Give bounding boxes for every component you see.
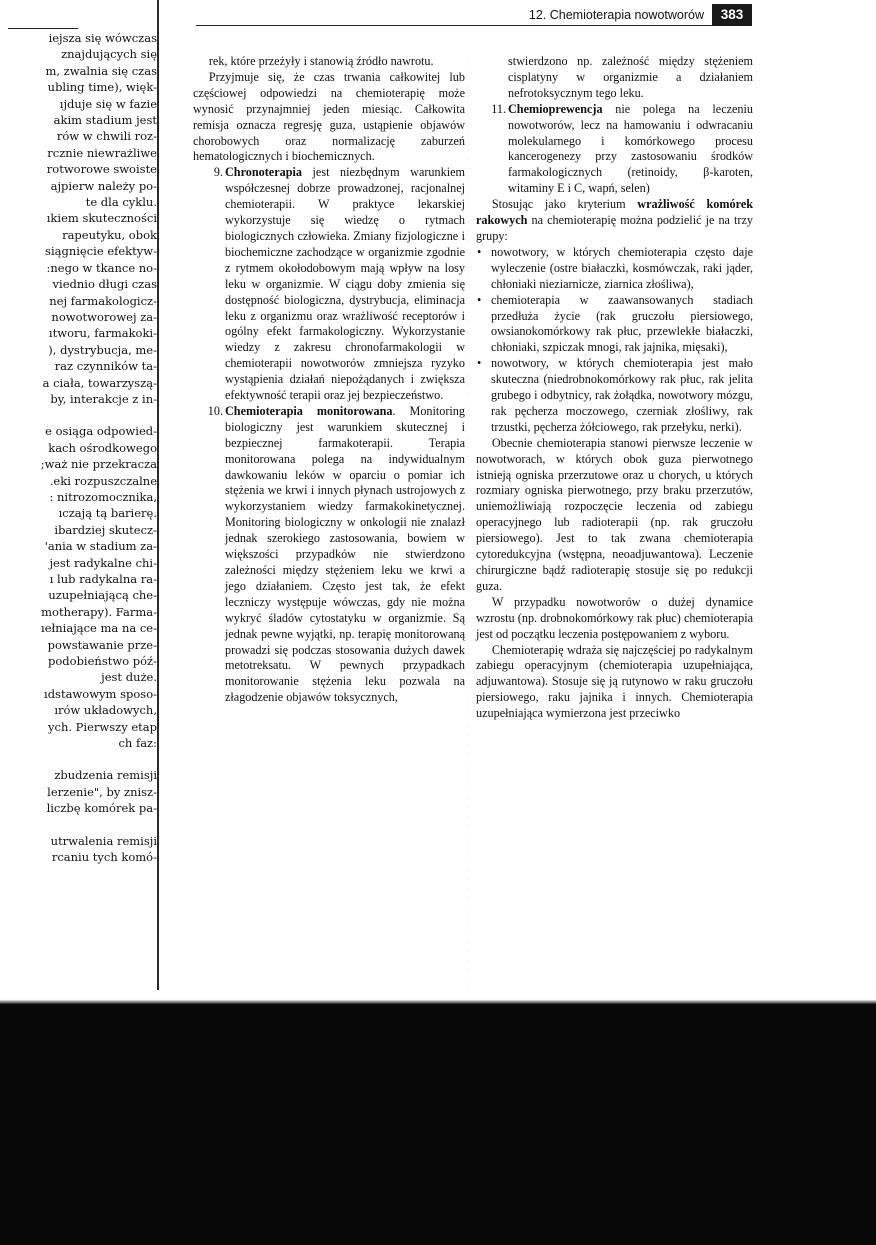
- strip-line: rcznie niewrażliwe: [47, 145, 157, 160]
- bullet-icon: •: [477, 292, 482, 307]
- numbered-item-9: [193, 165, 465, 404]
- text-run: na chemioterapię można podzielić je na trzy grupy:: [476, 213, 753, 243]
- strip-gap: [0, 407, 157, 423]
- text-column-right: [476, 54, 753, 722]
- item-text: nie polega na leczeniu nowotworów, lecz na hamowaniu i odwracaniu molekularnego i komórkowego procesu kancerogenezy przy zastosowaniu środków farmakologicznych (retinoidy, β-karoten, witaminy E i C, wapń, selen): [508, 101, 753, 196]
- previous-page-text-strip: [0, 30, 157, 866]
- strip-line: viednio długi czas: [52, 277, 157, 292]
- item-term: Chemioprewencja: [508, 101, 603, 116]
- bullet-text: nowotwory, w których chemioterapia jest mało skuteczna (niedrobnokomórkowy rak płuc, rak jelita grubego i odbytnicy, rak żołądka, nowotwory mózgu, rak pęcherza moczowego, czerniak złośliwy, rak trzustki, pęcherza żółciowego, rak przełyku, nerki).: [491, 356, 753, 434]
- strip-line: ubling time), więk-: [47, 80, 157, 95]
- paragraph: [476, 197, 753, 245]
- page-number: 383: [712, 4, 752, 26]
- paragraph: Chemioterapię wdraża się najczęściej po radykalnym zabiegu operacyjnym (chemioterapia uzupełniająca, adjuwantowa). Stosuje się ją rutynowo w raku gruczołu piersiowego, raku jajnika i innych. Chemioterapia uzupełniająca wymierzona jest przeciwko: [476, 642, 753, 721]
- strip-line: uzupełniającą che-: [48, 588, 157, 603]
- strip-line: a ciała, towarzyszą-: [42, 375, 157, 390]
- scanner-shadow: [0, 1002, 876, 1245]
- strip-line: by, interakcje z in-: [50, 391, 157, 406]
- strip-line: 'ania w stadium za-: [44, 539, 157, 554]
- strip-line: liczbę komórek pa-: [46, 801, 157, 816]
- strip-line: ıjduje się w fazie: [59, 96, 157, 111]
- bullet-text: nowotwory, w których chemioterapia często daje wyleczenie (ostre białaczki, kosmówczak, raki jąder, chłoniaki nieziarnicze, ziarnica złośliwa),: [491, 244, 753, 291]
- strip-line: kach ośrodkowego: [48, 440, 157, 455]
- bullet-text: chemioterapia w zaawansowanych stadiach przedłuża życie (rak gruczołu piersiowego, owsianokomórkowy rak płuc, przewlekłe białaczki, chłoniaki, szpiczak mnogi, rak jajnika, mięsaki),: [491, 292, 753, 355]
- strip-line: lerzenie", by znisz-: [47, 784, 157, 799]
- running-header: [196, 4, 752, 30]
- strip-line: .eki rozpuszczalne: [49, 473, 157, 488]
- strip-line: powstawanie prze-: [47, 637, 157, 652]
- strip-line: : nitrozomocznika,: [49, 489, 157, 504]
- text-run: Stosując jako kryterium: [491, 197, 638, 212]
- book-spine: [157, 0, 159, 1000]
- strip-line: ıtworu, farmakoki-: [48, 326, 157, 341]
- item-text: . Monitoring biologiczny jest warunkiem skutecznej i bezpiecznej farmakoterapii. Terapia monitorowana polega na indywidualnym dawkowaniu leków w oparciu o pomiar ich stężenia we krwi i innych płynach ustrojowych z wykorzystaniem wiedzy farmakokinetycznej. Monitoring biologiczny w onkologii nie znalazł jednak szerokiego zastosowania, bowiem w większości przypadków nie stwierdzono zależności między stężeniem leku we krwi a jego działaniem. Często jest tak, że efekt leczniczy występuje wówczas, gdy nie można wykryć śladów cytostatyku w organizmie. Są jednak pewne wyjątki, np. terapię monitorowaną prowadzi się podczas stosowania dużych dawek metotreksatu. W pewnych przypadkach monitorowanie stężenia leku pozwala na złagodzenie objawów toksycznych,: [225, 403, 465, 705]
- strip-line: rów w chwili roz-: [56, 129, 157, 144]
- item-number: 11.: [491, 101, 506, 116]
- bullet-icon: •: [477, 244, 482, 259]
- strip-gap: [0, 817, 157, 833]
- strip-line: ;waż nie przekracza: [40, 457, 157, 472]
- item-term: Chronoterapia: [225, 165, 302, 180]
- strip-line: ych. Pierwszy etap: [48, 719, 157, 734]
- left-page-rule: [8, 28, 78, 29]
- strip-line: raz czynników ta-: [54, 359, 157, 374]
- strip-line: ı lub radykalna ra-: [49, 572, 157, 586]
- text-column-left: [193, 54, 465, 706]
- strip-line: siągnięcie efektyw-: [45, 244, 157, 259]
- strip-line: e osiąga odpowied-: [45, 424, 157, 439]
- numbered-item-10: [193, 404, 465, 706]
- bullet-item: [476, 293, 753, 357]
- strip-line: akim stadium jest: [53, 113, 157, 128]
- strip-line: te dla cyklu.: [85, 195, 157, 210]
- strip-line: ch faz:: [118, 736, 157, 751]
- strip-line: :nego w tkance no-: [46, 260, 157, 275]
- bullet-item: [476, 245, 753, 293]
- strip-line: ), dystrybucja, me-: [48, 342, 157, 357]
- strip-gap: [0, 751, 157, 767]
- strip-line: utrwalenia remisji: [50, 833, 157, 848]
- emphasis-term: wrażliwość komórek rakowych: [476, 197, 754, 228]
- item-number: 9.: [213, 165, 223, 180]
- strip-line: ıkiem skuteczności: [46, 211, 157, 226]
- chapter-title: 12. Chemioterapia nowotworów: [525, 8, 704, 22]
- item-term: Chemioterapia monitorowana: [225, 403, 393, 418]
- strip-line: rcaniu tych komó-: [51, 850, 157, 865]
- strip-line: m, zwalnia się czas: [45, 63, 157, 78]
- strip-line: ajpierw należy po-: [50, 178, 157, 193]
- paragraph: W przypadku nowotworów o dużej dynamice wzrostu (np. drobnokomórkowy rak płuc) chemioterapia jest od początku leczenia postępowaniem z wyboru.: [476, 594, 753, 641]
- paragraph: Obecnie chemioterapia stanowi pierwsze leczenie w nowotworach, w których obok guza pierwotnego istnieją ogniska przerzutowe oraz u chorych, u których rozmiary ogniska pierwotnego, przy braku przerzutów, uniemożliwiają rozpoczęcie leczenia od zabiegu operacyjnego lub radioterapii (np. rak gruczołu piersiowego). Jest to tak zwana chemioterapia cytoredukcyjna (wstępna, neoadjuwantowa). Leczenie chirurgiczne bądź radioterapię stosuje się po redukcji guza.: [476, 435, 753, 593]
- strip-line: jest radykalne chi-: [49, 555, 157, 570]
- strip-line: rotworowe swoiste: [46, 162, 157, 177]
- bullet-item: [476, 356, 753, 436]
- strip-line: ibardziej skutecz-: [54, 522, 157, 537]
- item-text: jest niezbędnym warunkiem współczesnej dobrze prowadzonej, racjonalnej chemioterapii. W praktyce lekarskiej wykorzystuje się wiedzę o rytmach biologicznych człowieka. Zmiany fizjologiczne i biochemiczne zachodzące w organizmie zgodnie z rytmem okołodobowym mają wpływ na losy leku w organizmie. W ciągu doby zmienia się dostępność biologiczna, dystrybucja, eliminacja leku z organizmu oraz wrażliwość receptorów i ogólny efekt farmakologiczny. Wykorzystanie wiedzy z zakresu chronofarmakologii w chemioterapii nowotworów zmniejsza ryzyko wystąpienia działań niepożądanych i zwiększa efektywność terapii oraz jej bezpieczeństwo.: [225, 165, 465, 403]
- paragraph: Przyjmuje się, że czas trwania całkowitej lub częściowej odpowiedzi na chemioterapię może wynosić przynajmniej jeden miesiąc. Całkowita remisja oznacza regresję guza, ustąpienie objawów chorobowych oraz normalizację zaburzeń hematologicznych i biochemicznych.: [193, 69, 465, 164]
- strip-line: ırów układowych,: [54, 703, 157, 718]
- strip-line: rapeutyku, obok: [62, 227, 157, 242]
- strip-line: ıczają tą barierę.: [58, 506, 157, 521]
- paragraph-continued: stwierdzono np. zależność między stężeniem cisplatyny w organizmie a działaniem nefrotoksycznym tego leku.: [508, 54, 753, 100]
- bullet-icon: •: [477, 356, 482, 371]
- page-edge: [0, 990, 876, 1014]
- strip-line: nej farmakologicz-: [49, 293, 157, 308]
- strip-line: podobieństwo póź-: [48, 654, 157, 669]
- strip-line: ıdstawowym sposo-: [44, 686, 157, 701]
- paragraph: rek, które przeżyły i stanowią źródło nawrotu.: [208, 54, 434, 68]
- strip-line: jest duże.: [101, 670, 157, 685]
- column-divider: [468, 60, 469, 1000]
- item-number: 10.: [207, 403, 223, 418]
- strip-line: zbudzenia remisji: [54, 768, 157, 783]
- header-rule: [196, 25, 712, 26]
- strip-line: ıełniające ma na ce-: [41, 621, 157, 636]
- strip-line: znajdujących się: [61, 47, 157, 62]
- strip-line: iejsza się wówczas: [48, 31, 157, 45]
- strip-line: motherapy). Farma-: [41, 604, 157, 619]
- numbered-item-11: [476, 102, 753, 197]
- strip-line: nowotworowej za-: [51, 309, 157, 324]
